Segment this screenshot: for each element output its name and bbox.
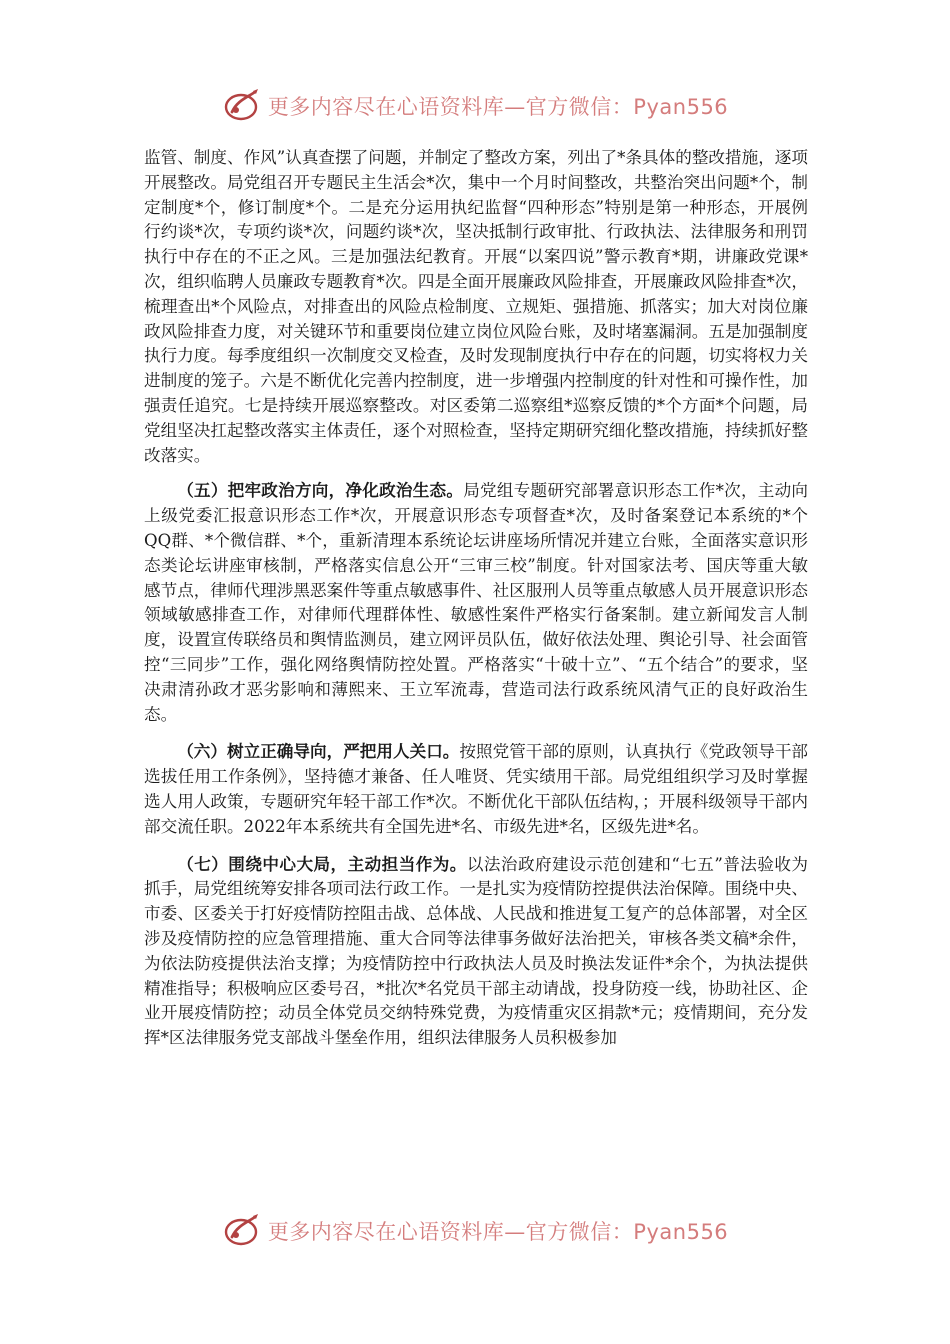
paragraph-body: 按照党管干部的原则，认真执行《党政领导干部选拔任用工作条例》，坚持德才兼备、任人唯贤、凭实绩用干部。局党组组织学习及时掌握选人用人政策，专题研究年轻干部工作*次。不断优化干部队伍结构，；开展科级领导干部内部交流任职。2022年本系统共有全国先进*名、市级先进*名，区级先进*名。	[144, 742, 809, 836]
section-heading: （五）把牢政治方向，净化政治生态。	[177, 480, 464, 501]
paragraph-section-6	[144, 739, 808, 839]
section-heading: （七）围绕中心大局，主动担当作为。	[177, 853, 467, 874]
section-heading: （六）树立正确导向，严把用人关口。	[177, 741, 460, 762]
footer-watermark-text: 更多内容尽在心语资料库—官方微信：Pyan556	[267, 1220, 729, 1244]
paragraph-section-5	[144, 478, 808, 727]
header-watermark-text: 更多内容尽在心语资料库—官方微信：Pyan556	[267, 95, 729, 119]
footer-watermark-banner	[0, 1209, 950, 1253]
header-watermark-banner	[0, 84, 950, 128]
pen-swirl-logo-icon	[222, 1211, 262, 1251]
document-body	[144, 146, 808, 1063]
paragraph-body: 监管、制度、作风”认真查摆了问题，并制定了整改方案，列出了*条具体的整改措施，逐项开展整改。局党组召开专题民主生活会*次，集中一个月时间整改，共整治突出问题*个，制定制度*个，修订制度*个。二是充分运用执纪监督“四种形态”特别是第一种形态，开展例行约谈*次，专项约谈*次，问题约谈*次，坚决抵制行政审批、行政执法、法律服务和刑罚执行中存在的不正之风。三是加强法纪教育。开展“以案四说”警示教育*期，讲廉政党课*次，组织临聘人员廉政专题教育*次。四是全面开展廉政风险排查，开展廉政风险排查*次，梳理查出*个风险点，对排查出的风险点检制度、立规矩、强措施、抓落实；加大对岗位廉政风险排查力度，对关键环节和重要岗位建立岗位风险台账，及时堵塞漏洞。五是加强制度执行力度。每季度组织一次制度交叉检查，及时发现制度执行中存在的问题，切实将权力关进制度的笼子。六是不断优化完善内控制度，进一步增强内控制度的针对性和可操作性，加强责任追究。七是持续开展巡察整改。对区委第二巡察组*巡察反馈的*个方面*个问题，局党组坚决扛起整改落实主体责任，逐个对照检查，坚持定期研究细化整改措施，持续抓好整改落实。	[144, 148, 808, 465]
paragraph-body: 以法治政府建设示范创建和“七五”普法验收为抓手，局党组统筹安排各项司法行政工作。一是扎实为疫情防控提供法治保障。围绕中央、市委、区委关于打好疫情防控阻击战、总体战、人民战和推进复工复产的总体部署，对全区涉及疫情防控的应急管理措施、重大合同等法律事务做好法治把关，审核各类文稿*余件，为依法防疫提供法治支撑；为疫情防控中行政执法人员及时换法发证件*余个，为执法提供精准指导；积极响应区委号召，*批次*名党员干部主动请战，投身防疫一线，协助社区、企业开展疫情防控；动员全体党员交纳特殊党费，为疫情重灾区捐款*元；疫情期间，充分发挥*区法律服务党支部战斗堡垒作用，组织法律服务人员积极参加	[144, 854, 809, 1048]
pen-swirl-logo-icon	[222, 86, 262, 126]
paragraph-continued	[144, 146, 808, 468]
paragraph-section-7	[144, 852, 808, 1051]
paragraph-body: 局党组专题研究部署意识形态工作*次，主动向上级党委汇报意识形态工作*次，开展意识形态专项督查*次，及时备案登记本系统的*个QQ群、*个微信群、*个，重新清理本系统论坛讲座场所情况并建立台账，全面落实意识形态类论坛讲座审核制，严格落实信息公开“三审三校”制度。针对国家法考、国庆等重大敏感节点，律师代理涉黑恶案件等重点敏感事件、社区服刑人员等重点敏感人员开展意识形态领域敏感排查工作，对律师代理群体性、敏感性案件严格实行备案制。建立新闻发言人制度，设置宣传联络员和舆情监测员，建立网评员队伍，做好依法处理、舆论引导、社会面管控“三同步”工作，强化网络舆情防控处置。严格落实“十破十立”、“五个结合”的要求，坚决肃清孙政才恶劣影响和薄熙来、王立军流毒，营造司法行政系统风清气正的良好政治生态。	[144, 481, 809, 724]
